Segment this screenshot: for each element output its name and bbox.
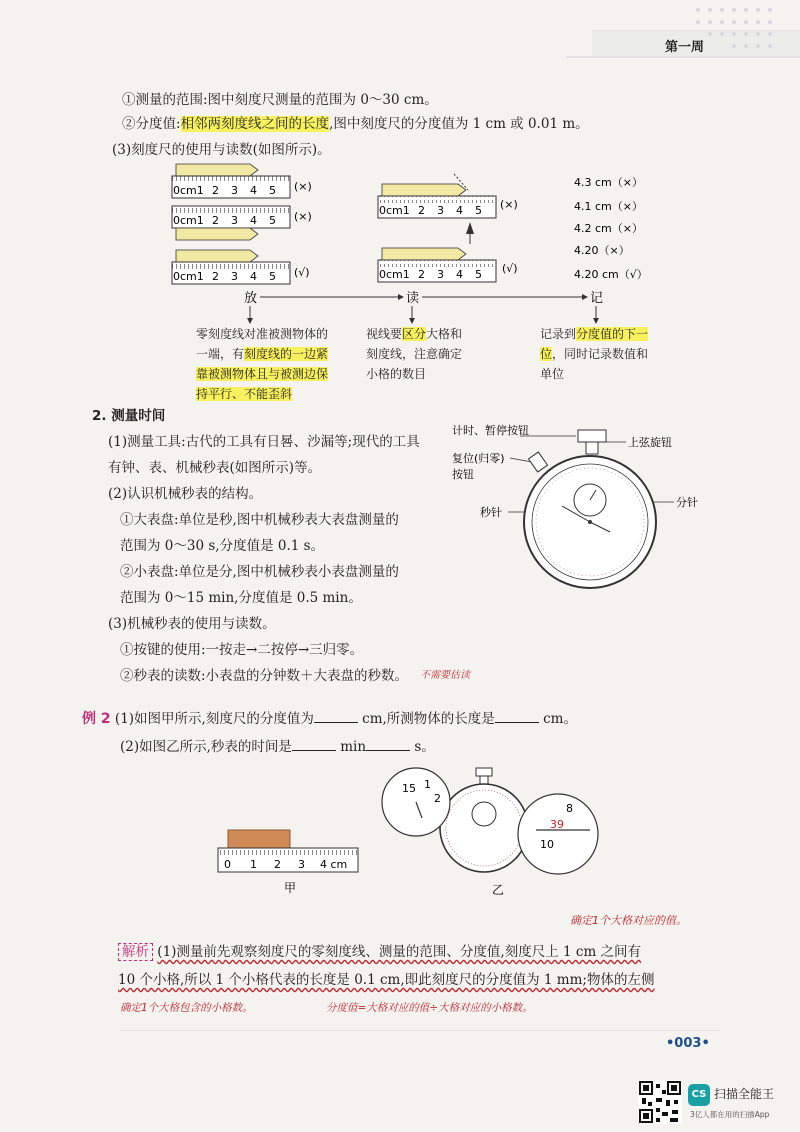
q1-part-b: cm,所测物体的长度是 [362,711,495,727]
handwritten-note-no-estimate: 不需要估读 [420,670,470,681]
flow-arrows [200,286,620,326]
place-note-highlight: 与被测边保 [268,367,329,381]
page-number: •003• [666,1036,710,1051]
flow-place: 放 [244,291,258,306]
ruler-mark: (×) [500,198,518,211]
read-note-line [366,324,462,344]
figure-b-stopwatch [380,766,605,904]
handwritten-note-left: 确定1个大格包含的小格数。 [120,1002,253,1014]
big-dial-line-1: ①大表盘:单位是秒,图中机械秒表大表盘测量的 [120,512,399,528]
analysis-line-2 [118,968,654,988]
ruler-mark: (√) [502,262,518,275]
app-name: 扫描全能王 [714,1087,775,1101]
app-tagline: 3亿人都在用的扫描App [690,1110,770,1119]
place-note-text: 一端，有 [196,347,245,361]
label-minute-hand: 分针 [676,496,698,509]
record-note-text: 记录到 [540,327,577,341]
ruler-tick-label: 3 [231,270,238,283]
left-ruler-2 [172,206,312,240]
q1-part-c: cm。 [543,711,577,727]
ruler-tick-label: 4 [250,184,257,197]
reading-option: 4.3 cm（×） [574,176,643,189]
ruler-tick-label: 2 [212,270,219,283]
ruler-tick-label: 3 [231,184,238,197]
use-line: (3)机械秒表的使用与读数。 [108,616,276,632]
flow-record: 记 [590,291,604,306]
q2-part-c: s。 [414,739,435,755]
example-label: 例 2 [82,711,111,727]
blank-seconds[interactable] [366,739,410,751]
ruler-tick-label: 5 [475,204,482,217]
record-note-highlight: 位 [540,347,553,361]
tools-line-2: 有钟、表、机械秒表(如图所示)等。 [108,460,322,476]
q1-part-a: (1)如图甲所示,刻度尺的分度值为 [114,711,314,727]
ruler-tick-label: 5 [269,184,276,197]
record-note-text: ，同时记录数值和 [552,347,649,361]
small-dial-line-2: 范围为 0～15 min,分度值是 0.5 min。 [120,590,362,606]
reading-option: 4.20 cm（√） [574,268,648,281]
handwritten-note-mid: 分度值=大格对应的值÷大格对应的小格数。 [326,1002,533,1014]
header-bar [566,56,800,58]
ruler-tick-label: 2 [418,204,425,217]
division-line [122,112,589,132]
place-note-line [196,364,328,384]
place-note [196,324,328,404]
blank-minutes[interactable] [292,739,336,751]
place-note-highlight: 靠被测物体且 [196,367,269,381]
left-ruler-3 [172,250,310,284]
handwritten-note-top: 确定1个大格对应的值。 [570,914,687,927]
place-note-line: 零刻度线对准被测物体的 [196,327,329,341]
ruler-tick-label: 5 [475,268,482,281]
reading-line: ②秒表的读数:小表盘的分钟数＋大表盘的秒数。 [120,668,409,684]
read-note-text: 视线要 [366,327,403,341]
mid-ruler-2 [378,222,518,282]
ruler-tick-label: 4 [456,204,463,217]
label-reset-2: 按钮 [452,468,474,481]
time-section-title: 2. 测量时间 [92,408,166,424]
read-note-text: 大格和 [426,327,463,341]
magnified-small-label: 2 [434,792,441,805]
left-ruler-1 [172,164,312,198]
decorative-dots [688,2,778,50]
reading-option: 4.2 cm（×） [574,222,643,235]
footer-divider [120,1030,720,1031]
ruler-tick-label: 0cm1 [379,204,410,217]
usage-title: (3)刻度尺的使用与读数(如图所示)。 [112,142,331,158]
place-note-line [196,344,328,364]
ruler-mark: (×) [294,180,312,193]
ruler-tick-label: 4 [456,268,463,281]
record-note-line: 单位 [540,367,565,381]
ruler-a-tick: 4 cm [320,858,348,871]
division-suffix: ,图中刻度尺的分度值为 1 cm 或 0.01 m。 [329,116,589,132]
tools-line-1: (1)测量工具:古代的工具有日晷、沙漏等;现代的工具 [108,434,420,450]
read-note-highlight: 区分 [402,327,427,341]
magnified-big-label: 8 [566,802,573,815]
ruler-a-tick: 1 [250,858,257,871]
label-reset-1: 复位(归零) [452,452,505,465]
division-highlight: 相邻两刻度线之间的长度 [180,116,330,132]
reading-option: 4.1 cm（×） [574,200,643,213]
ruler-a-tick: 2 [274,858,281,871]
read-note-line: 小格的数目 [366,367,427,381]
example-q2-line [120,735,435,755]
analysis-text-2: 10 个小格,所以 1 个小格代表的长度是 0.1 cm,即此刻度尺的分度值为 1 mm;物体的左侧 [118,972,655,988]
q2-part-a: (2)如图乙所示,秒表的时间是 [120,739,292,755]
ruler-diagram [168,160,648,300]
example-q1-line [82,707,577,728]
label-second-hand: 秒针 [480,506,502,519]
analysis-line-1 [118,940,641,960]
ruler-mark: (√) [294,266,310,279]
place-note-highlight: 持平行、不能歪斜 [196,387,293,401]
ruler-tick-label: 5 [269,270,276,283]
ruler-tick-label: 2 [418,268,425,281]
magnified-small-label: 15 [402,782,416,795]
structure-line: (2)认识机械秒表的结构。 [108,486,263,502]
week-label: 第一周 [664,40,704,55]
ruler-tick-label: 0cm1 [173,214,204,227]
ruler-a-tick: 3 [298,858,305,871]
q2-part-b: min [340,739,367,755]
figure-a-caption: 甲 [284,881,297,895]
magnified-big-label: 10 [540,838,554,851]
magnified-big-label: 39 [550,818,564,831]
division-prefix: ②分度值: [122,116,181,132]
mid-ruler-1 [378,174,518,218]
range-line: ①测量的范围:图中刻度尺测量的范围为 0～30 cm。 [122,92,438,108]
blank-length[interactable] [495,711,539,723]
camscanner-logo-icon: CS [688,1084,710,1106]
ruler-a-tick: 0 [224,858,231,871]
ruler-tick-label: 4 [250,270,257,283]
ruler-mark: (×) [294,210,312,223]
label-winder: 上弦旋钮 [628,436,672,449]
flow-read: 读 [406,291,420,306]
small-dial-line-1: ②小表盘:单位是分,图中机械秒表小表盘测量的 [120,564,399,580]
label-start-stop: 计时、暂停按钮 [452,424,529,437]
ruler-tick-label: 0cm1 [173,270,204,283]
ruler-tick-label: 0cm1 [379,268,410,281]
ruler-tick-label: 3 [231,214,238,227]
buttons-line: ①按键的使用:一按走→二按停→三归零。 [120,642,364,658]
figure-b-caption: 乙 [492,883,505,897]
ruler-tick-label: 2 [212,214,219,227]
analysis-tag: 解析 [118,943,153,961]
read-note [366,324,462,384]
ruler-tick-label: 4 [250,214,257,227]
ruler-tick-label: 3 [437,268,444,281]
big-dial-line-2: 范围为 0～30 s,分度值是 0.1 s。 [120,538,325,554]
figure-a-ruler [212,826,362,898]
stopwatch-diagram [450,422,720,608]
ruler-tick-label: 3 [437,204,444,217]
magnified-small-label: 1 [424,778,431,791]
ruler-tick-label: 5 [269,214,276,227]
record-note [540,324,648,384]
record-note-line [540,344,648,364]
read-note-line: 刻度线，注意确定 [366,347,463,361]
record-note-line [540,324,648,344]
ruler-tick-label: 0cm1 [173,184,204,197]
analysis-text-1: (1)测量前先观察刻度尺的零刻度线、测量的范围、分度值,刻度尺上 1 cm 之间有 [157,944,642,960]
record-note-highlight: 分度值的下一 [576,327,649,341]
reading-option: 4.20（×） [574,244,630,257]
place-note-highlight: 刻度线的一边紧 [244,347,329,361]
place-note-line [196,384,328,404]
ruler-tick-label: 2 [212,184,219,197]
qr-code-icon [638,1080,682,1124]
blank-division[interactable] [314,711,358,723]
